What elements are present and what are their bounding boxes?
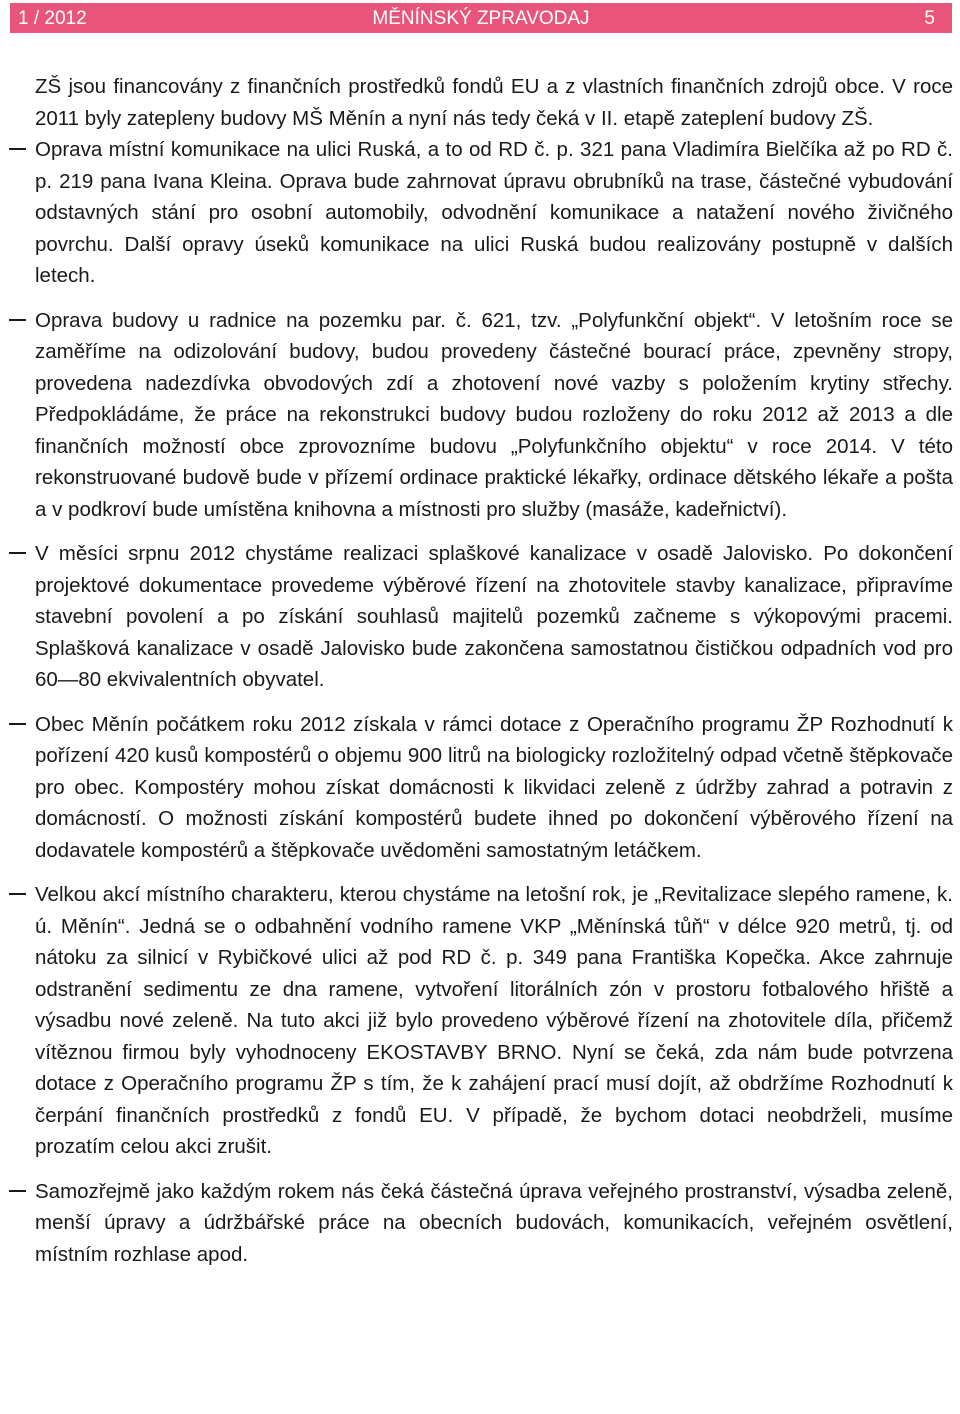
list-item <box>35 879 953 1163</box>
dash-bullet <box>9 319 26 321</box>
dash-bullet <box>9 1190 26 1192</box>
article-body <box>35 71 953 1270</box>
newsletter-title: MĚNÍNSKÝ ZPRAVODAJ <box>372 8 590 29</box>
list-item <box>35 305 953 526</box>
list-item <box>35 709 953 867</box>
list-item-text: Oprava budovy u radnice na pozemku par. č. 621, tzv. „Polyfunkční objekt“. V letošním roce se zaměříme na odizolování budovy, budou provedeny částečné bourací práce, zpevněny stropy, provedena nadezdívka obvodových zdí a zhotovení nové vazby s položením krytiny střechy. Předpokládáme, že práce na rekonstrukci budovy budou rozloženy do roku 2012 až 2013 a dle finančních možností obce zprovozníme budovu „Polyfunkčního objektu“ v roce 2014. V této rekonstruované budově bude v přízemí ordinace praktické lékařky, ordinace dětského lékaře a pošta a v podkroví bude umístěna knihovna a místnosti pro služby (masáže, kadeřnictví). <box>35 308 953 521</box>
dash-bullet <box>9 552 26 554</box>
list-item-text: Velkou akcí místního charakteru, kterou chystáme na letošní rok, je „Revitalizace slepého ramene, k. ú. Měnín“. Jedná se o odbahnění vodního ramene VKP „Měnínská tůň“ v délce 920 metrů, tj. od nátoku za silnicí v Rybičkové ulici až pod RD č. p. 349 pana Františka Kopečka. Akce zahrnuje odstranění sedimentu ze dna ramene, vytvoření litorálních zón v prostoru fotbalového hřiště a výsadbu nové zeleně. Na tuto akci již bylo provedeno výběrové řízení na zhotovitele díla, přičemž vítěznou firmou byly vyhodnoceny EKOSTAVBY BRNO. Nyní se čeká, zda nám bude potvrzena dotace z Operačního programu ŽP s tím, že k zahájení prací musí dojít, až obdržíme Rozhodnutí k čerpání finančních prostředků z fondů EU. V případě, že bychom dotaci neobdrželi, musíme prozatím celou akci zrušit. <box>35 883 953 1158</box>
dash-bullet <box>9 723 26 725</box>
page-header <box>10 3 952 33</box>
list-item-text: V měsíci srpnu 2012 chystáme realizaci splaškové kanalizace v osadě Jalovisko. Po dokončení projektové dokumentace provedeme výběrové řízení na zhotovitele stavby kanalizace, připravíme stavební povolení a po získání souhlasů majitelů pozemků začneme s výkopovými pracemi. Splašková kanalizace v osadě Jalovisko bude zakončena samostatnou čističkou odpadních vod pro 60—80 ekvivalentních obyvatel. <box>35 542 953 691</box>
list-item-text: Obec Měnín počátkem roku 2012 získala v rámci dotace z Operačního programu ŽP Rozhodnutí k pořízení 420 kusů kompostérů o objemu 900 litrů na biologicky rozložitelný odpad včetně štěpkovače pro obec. Kompostéry mohou získat domácnosti k likvidaci zeleně z údržby zahrad a potravin z domácností. O možnosti získání kompostérů budete ihned po dokončení výběrového řízení na dodavatele kompostérů a štěpkovače uvědoměni samostatným letáčkem. <box>35 712 953 862</box>
list-item <box>35 134 953 292</box>
list-item <box>35 1176 953 1271</box>
issue-number: 1 / 2012 <box>18 8 87 29</box>
dash-bullet <box>9 893 26 895</box>
intro-paragraph: ZŠ jsou financovány z finančních prostředků fondů EU a z vlastních finančních zdrojů obce. V roce 2011 byly zatepleny budovy MŠ Měnín a nyní nás tedy čeká v II. etapě zateplení budovy ZŠ. <box>35 75 953 130</box>
page-number: 5 <box>924 8 935 29</box>
list-item <box>35 538 953 696</box>
dash-bullet <box>9 148 26 150</box>
list-item-text: Oprava místní komunikace na ulici Ruská, a to od RD č. p. 321 pana Vladimíra Bielčíka až po RD č. p. 219 pana Ivana Kleina. Oprava bude zahrnovat úpravu obrubníků na trase, částečné vybudování odstavných stání pro osobní automobily, odvodnění komunikace a natažení nového živičného povrchu. Další opravy úseků komunikace na ulici Ruská budou realizovány postupně v dalších letech. <box>35 138 953 287</box>
list-item-text: Samozřejmě jako každým rokem nás čeká částečná úprava veřejného prostranství, výsadba zeleně, menší úpravy a údržbářské práce na obecních budovách, komunikacích, veřejném osvětlení, místním rozhlase apod. <box>35 1179 953 1266</box>
